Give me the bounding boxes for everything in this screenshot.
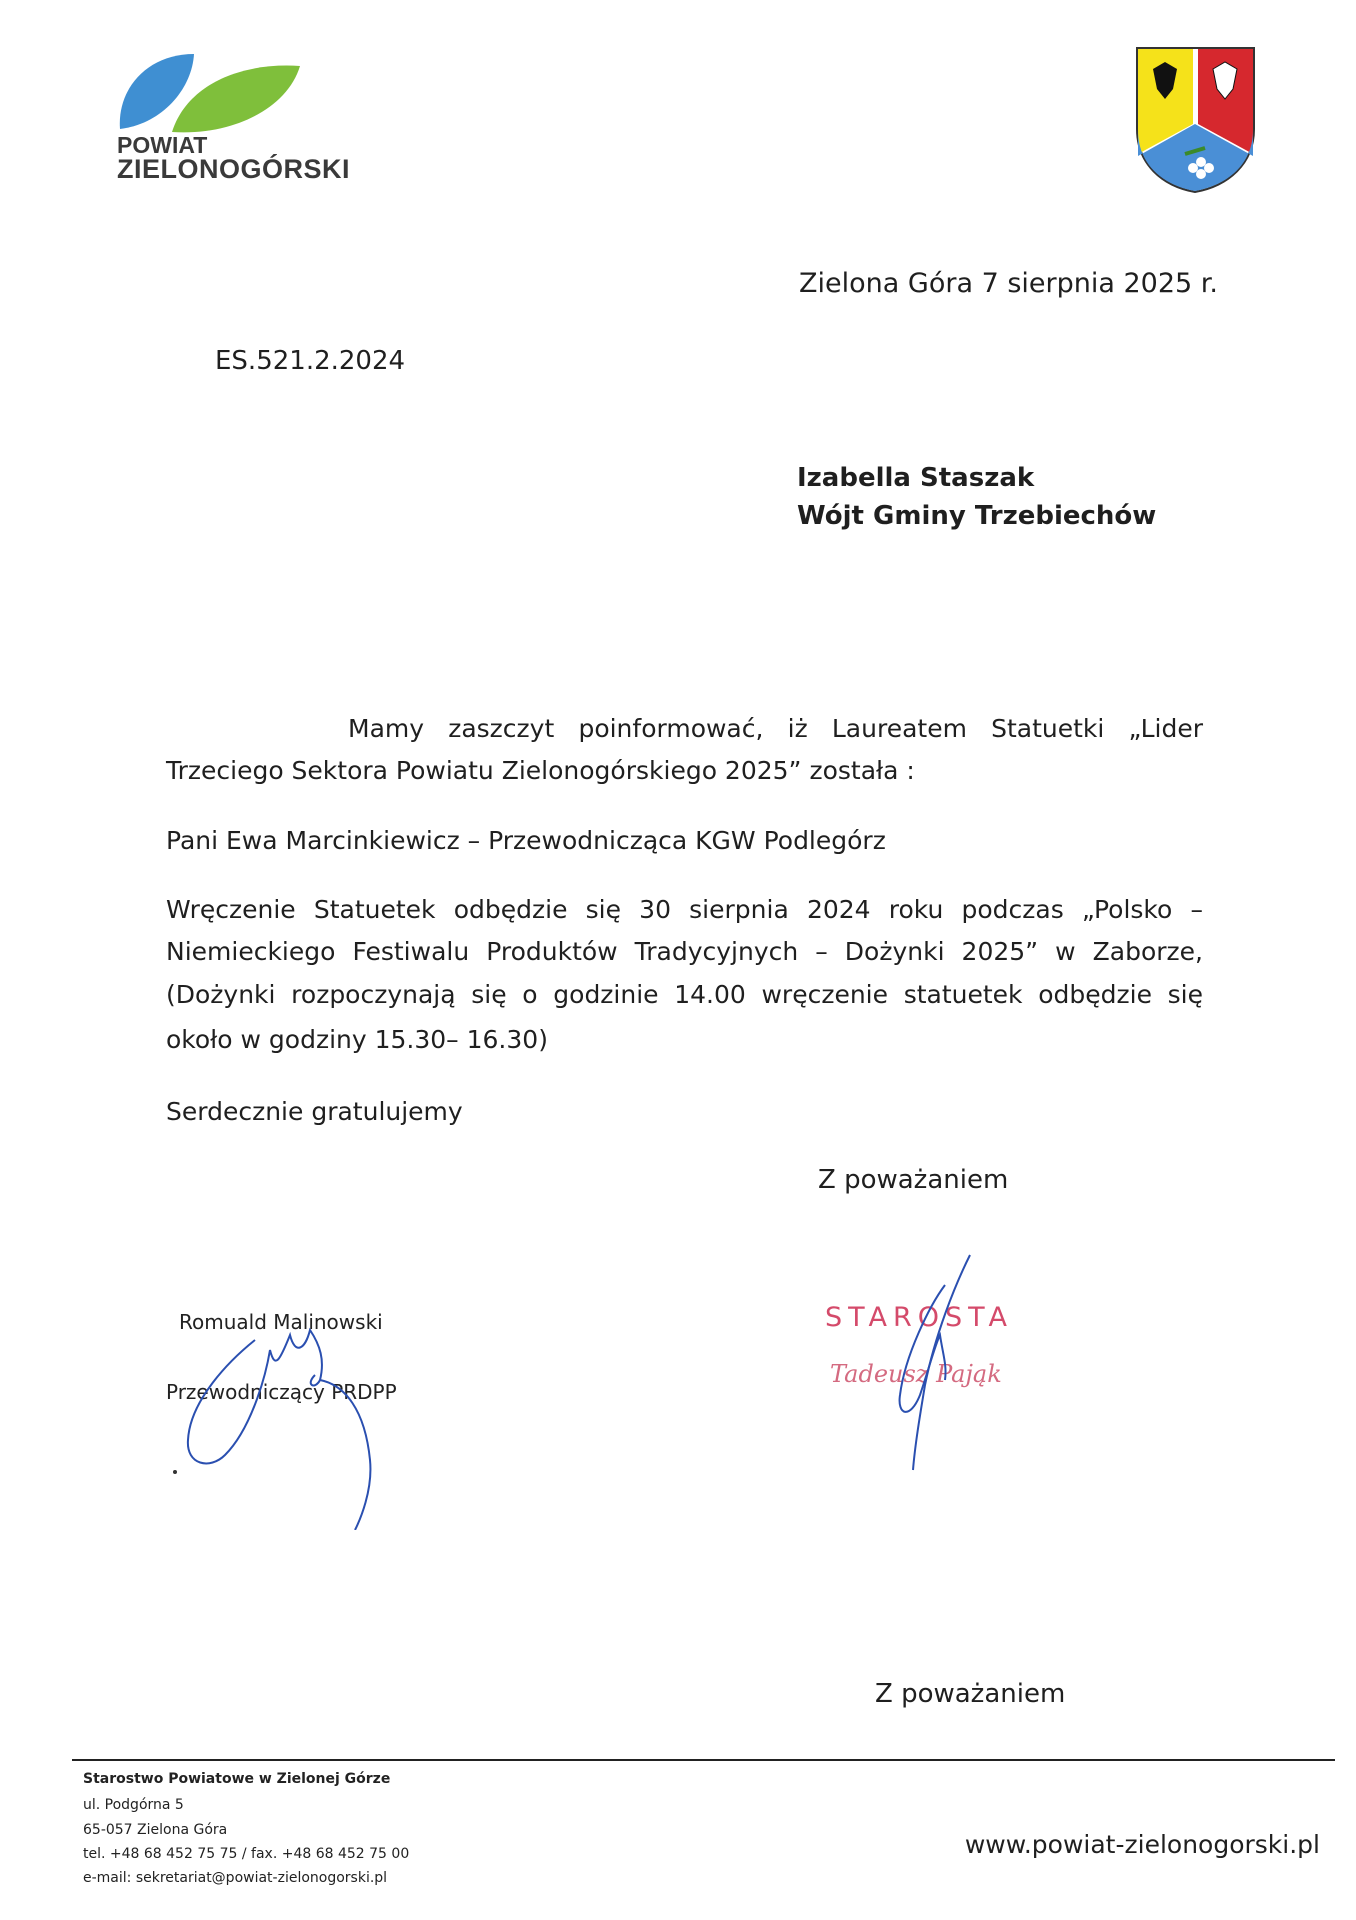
closing-regards-top: Z poważaniem: [818, 1165, 1009, 1195]
signer-left-name: Romuald Malinowski: [179, 1310, 383, 1334]
reference-number: ES.521.2.2024: [215, 346, 406, 376]
recipient-title: Wójt Gminy Trzebiechów: [797, 501, 1157, 531]
paragraph-1-line-1: Mamy zaszczyt poinformować, iż Laureatem Statuetki „Lider: [348, 714, 1203, 743]
paragraph-3-line-2: Niemieckiego Festiwalu Produktów Tradycyjnych – Dożynki 2025” w Zaborze,: [166, 937, 1203, 966]
laureate-line: Pani Ewa Marcinkiewicz – Przewodnicząca KGW Podlegórz: [166, 826, 886, 855]
handwritten-signature-right: [855, 1245, 995, 1485]
footer-divider: [72, 1759, 1335, 1761]
coat-of-arms-icon: [1133, 44, 1258, 194]
closing-regards-bottom: Z poważaniem: [875, 1679, 1066, 1709]
logo-text-line1: POWIAT: [117, 132, 208, 158]
handwritten-signature-left: [170, 1290, 400, 1530]
footer-email: e-mail: sekretariat@powiat-zielonogorski.pl: [83, 1870, 388, 1886]
recipient-name: Izabella Staszak: [797, 463, 1035, 493]
logo-text-line2: ZIELONOGÓRSKI: [117, 154, 351, 184]
congratulations-line: Serdecznie gratulujemy: [166, 1097, 463, 1126]
paragraph-3-line-3: (Dożynki rozpoczynają się o godzinie 14.00 wręczenie statuetek odbędzie się: [166, 980, 1203, 1009]
signer-left-role: Przewodniczący PRDPP: [166, 1380, 397, 1404]
footer-organization: Starostwo Powiatowe w Zielonej Górze: [83, 1771, 391, 1787]
letter-date: Zielona Góra 7 sierpnia 2025 r.: [799, 268, 1218, 299]
paragraph-3-line-1: Wręczenie Statuetek odbędzie się 30 sierpnia 2024 roku podczas „Polsko –: [166, 895, 1203, 924]
stamp-title: STAROSTA: [825, 1302, 1014, 1333]
powiat-logo: [112, 44, 372, 194]
mark-dot: [173, 1470, 177, 1474]
footer-street: ul. Podgórna 5: [83, 1797, 184, 1813]
footer-website-link[interactable]: www.powiat-zielonogorski.pl: [964, 1830, 1320, 1859]
stamp-name: Tadeusz Pająk: [830, 1360, 1002, 1388]
footer-city: 65-057 Zielona Góra: [83, 1822, 228, 1838]
logo-leaf-icon: [112, 44, 312, 139]
paragraph-3-line-4: około w godziny 15.30– 16.30): [166, 1025, 548, 1054]
paragraph-1-line-2: Trzeciego Sektora Powiatu Zielonogórskiego 2025” została :: [166, 756, 915, 785]
footer-phone: tel. +48 68 452 75 75 / fax. +48 68 452 75 00: [83, 1846, 410, 1862]
